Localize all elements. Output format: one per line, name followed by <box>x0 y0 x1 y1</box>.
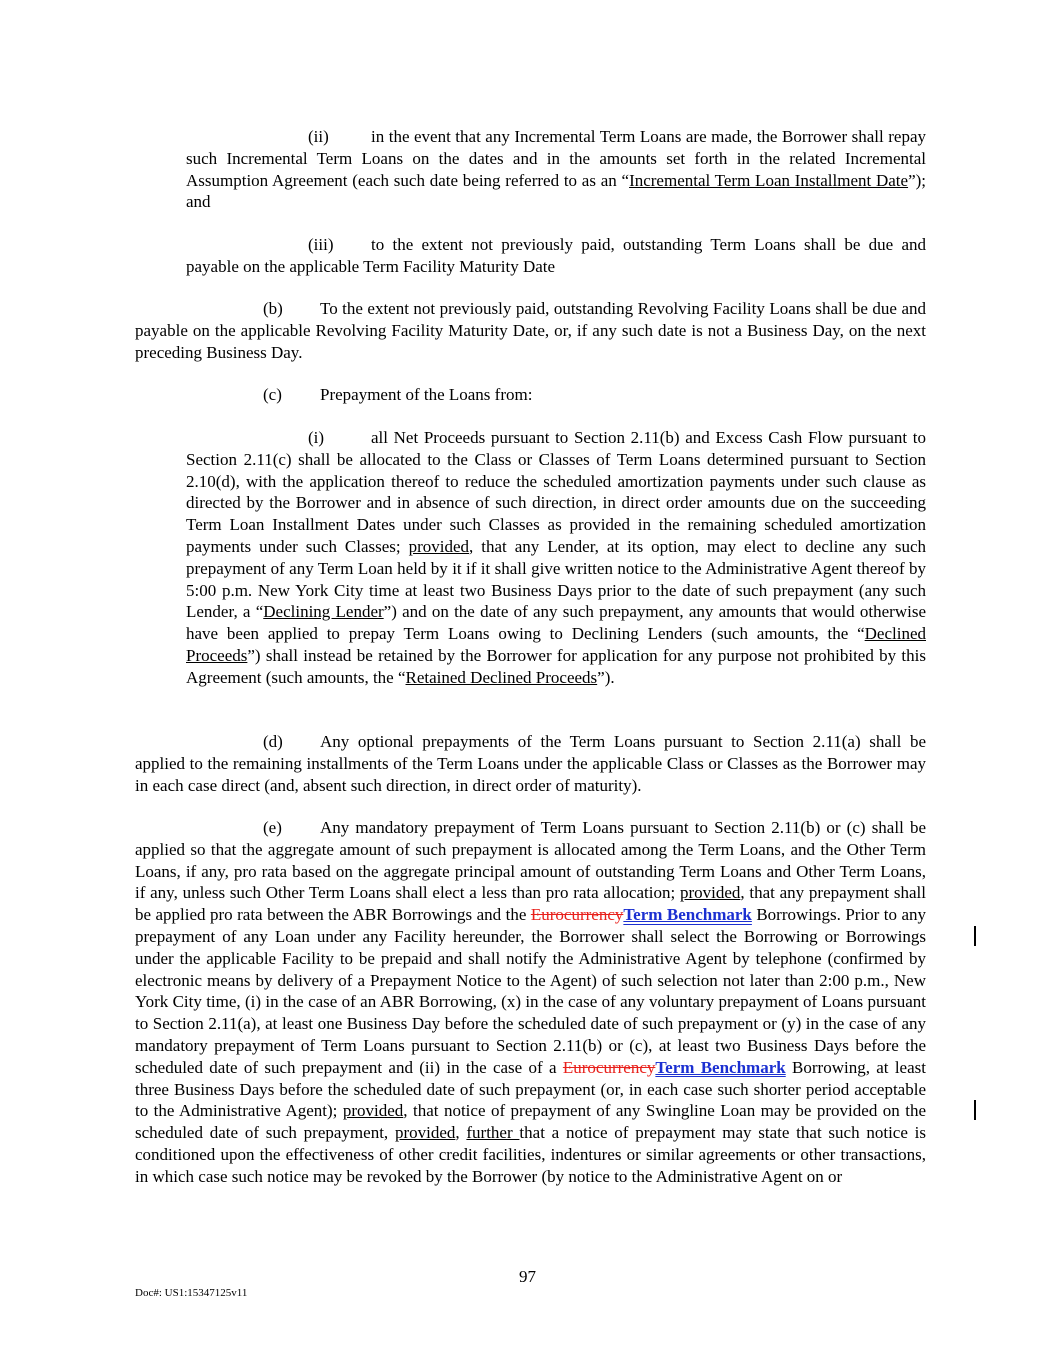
clause-number: (d) <box>263 732 283 751</box>
clause-number: (iii) <box>308 235 334 254</box>
inserted-text: Term Benchmark <box>623 905 752 925</box>
change-bar <box>974 1100 976 1120</box>
provided-term: provided <box>342 1101 404 1121</box>
paragraph-b: (b) To the extent not previously paid, outstanding Revolving Facility Loans shall be due and payable on the applicable Revolving Facility Maturity Date, or, if any such date is not a Business Day, on the next preceding Business Day. <box>135 299 926 362</box>
paragraph-c-i: (i) all Net Proceeds pursuant to Section 2.11(b) and Excess Cash Flow pursuant to Section 2.11(c) shall be allocated to the Class or Classes of Term Loans determined pursuant to Section 2.10(d), with the application thereof to reduce the scheduled amortization payments under such clause as directed by the Borrower and in absence of such direction, in direct order amounts due on the succeeding Term Loan Installment Dates under such Classes as provided in the remaining scheduled amortization payments under such Classes; provided, that any Lender, at its option, may elect to decline any such prepayment of any Term Loan held by it if it shall give written notice to the Administrative Agent thereof by 5:00 p.m. New York City time at least two Business Days prior to the date of such prepayment (any such Lender, a “Declining Lender”) and on the date of any such prepayment, any amounts that would otherwise have been applied to prepay Term Loans owing to Declining Lenders (such amounts, the “Declined Proceeds”) shall instead be retained by the Borrower for application for any purpose not prohibited by this Agreement (such amounts, the “Retained Declined Proceeds”). <box>186 428 926 687</box>
deleted-text: Eurocurrency <box>530 905 624 925</box>
provided-term: provided <box>408 536 470 556</box>
deleted-text: Eurocurrency <box>562 1057 656 1077</box>
clause-number: (i) <box>308 428 325 447</box>
change-bar <box>974 926 976 946</box>
defined-term: Retained Declined Proceeds <box>405 667 598 687</box>
provided-term: provided <box>679 883 741 903</box>
provided-term: provided <box>394 1123 456 1143</box>
paragraph-e: (e) Any mandatory prepayment of Term Loans pursuant to Section 2.11(b) or (c) shall be applied so that the aggregate amount of such prepayment is allocated among the Term Loans, and the Other Term Loans, if any, pro rata based on the aggregate principal amount of outstanding Term Loans and Other Term Loans, if any, unless such Other Term Loans shall elect a less than pro rata allocation; provided, that any prepayment shall be applied pro rata between the ABR Borrowings and the EurocurrencyTerm Benchmark Borrowings. Prior to any prepayment of any Loan under any Facility hereunder, the Borrower shall select the Borrowing or Borrowings under the applicable Facility to be prepaid and shall notify the Administrative Agent by telephone (confirmed by electronic means by delivery of a Prepayment Notice to the Agent) of such selection not later than 2:00 p.m., New York City time, (i) in the case of an ABR Borrowing, (x) in the case of any voluntary prepayment of Loans pursuant to Section 2.11(a), at least one Business Day before the scheduled date of such prepayment or (y) in the case of any mandatory prepayment of Term Loans pursuant to Section 2.11(b) or (c), at least two Business Days before the scheduled date of such prepayment and (ii) in the case of a EurocurrencyTerm Benchmark Borrowing, at least three Business Days before the scheduled date of such prepayment (or, in each case such shorter period acceptable to the Administrative Agent); provided, that notice of prepayment of any Swingline Loan may be provided on the scheduled date of such prepayment, provided, further that a notice of prepayment may state that such notice is conditioned upon the effectiveness of other credit facilities, indentures or similar agreements or other transactions, in which case such notice may be revoked by the Borrower (by notice to the Administrative Agent on or <box>135 818 927 1186</box>
clause-number: (ii) <box>308 127 329 146</box>
page-number: 97 <box>519 1267 536 1286</box>
clause-number: (b) <box>263 299 283 318</box>
defined-term: Declining Lender <box>263 602 384 622</box>
paragraph-d: (d) Any optional prepayments of the Term Loans pursuant to Section 2.11(a) shall be applied to the remaining installments of the Term Loans under the applicable Class or Classes as the Borrower may in each case direct (and, absent such direction, in direct order of maturity). <box>135 732 926 795</box>
paragraph-a-iii: (iii) to the extent not previously paid, outstanding Term Loans shall be due and payable on the applicable Term Facility Maturity Date <box>186 235 926 276</box>
further-term: further <box>466 1123 520 1143</box>
clause-number: (c) <box>263 385 282 404</box>
document-id: Doc#: US1:15347125v11 <box>135 1287 248 1299</box>
paragraph-c: (c) Prepayment of the Loans from: <box>135 384 926 406</box>
defined-term: Incremental Term Loan Installment Date <box>629 170 909 190</box>
clause-number: (e) <box>263 818 282 837</box>
inserted-text: Term Benchmark <box>655 1057 786 1077</box>
paragraph-a-ii: (ii) in the event that any Incremental Term Loans are made, the Borrower shall repay such Incremental Term Loans on the dates and in the amounts set forth in the related Incremental Assumption Agreement (each such date being referred to as an “Incremental Term Loan Installment Date”); and <box>186 127 926 212</box>
defined-term: Declined Proceeds <box>186 624 926 665</box>
